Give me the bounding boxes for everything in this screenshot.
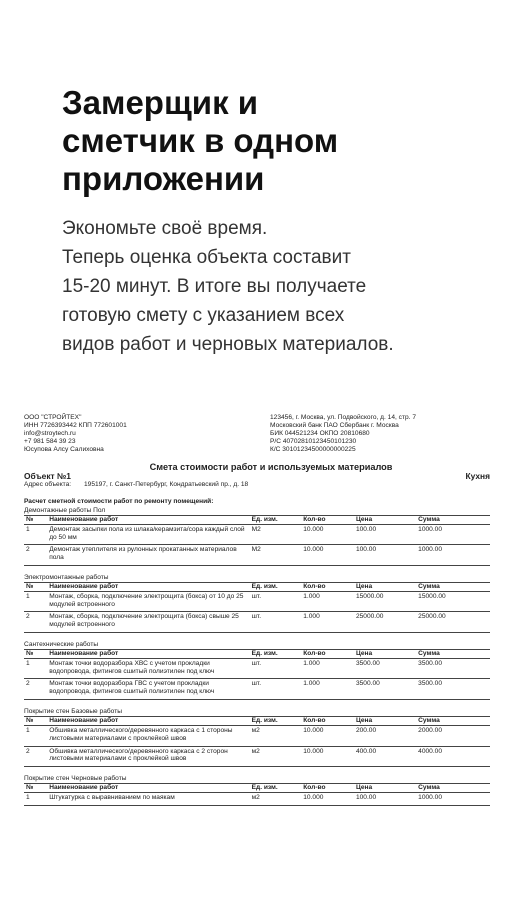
object-address	[24, 481, 490, 489]
header-unit: Ед. изм.	[250, 583, 302, 592]
cell-quantity: 10.000	[301, 524, 354, 545]
cell-unit: шт.	[250, 658, 302, 679]
header-sum: Сумма	[416, 784, 490, 793]
cell-work-name: Монтаж, сборка, подключение электрощита (бокса) от 10 до 25 модулей встроенного	[47, 591, 249, 612]
header-sum: Сумма	[416, 583, 490, 592]
cell-work-name: Монтаж точки водоразбора ХВС с учетом прокладки водопровода, фитингов сшитый полиэтилен под ключ	[47, 658, 249, 679]
cell-work-name: Монтаж, сборка, подключение электрощита (бокса) свыше 25 модулей встроенного	[47, 612, 249, 633]
cell-price: 200.00	[354, 725, 416, 746]
header-unit: Ед. изм.	[250, 784, 302, 793]
object-row	[24, 472, 490, 480]
cell-quantity: 10.000	[301, 793, 354, 806]
header-work-name: Наименование работ	[47, 650, 249, 659]
header-sum: Сумма	[416, 650, 490, 659]
estimate-sections	[24, 507, 490, 806]
table-header-row	[24, 583, 490, 592]
cell-price: 3500.00	[354, 679, 416, 700]
hero-subtitle-line: Теперь оценка объекта составит	[62, 247, 351, 268]
estimate-table	[24, 716, 490, 767]
header-quantity: Кол-во	[301, 583, 354, 592]
cell-unit: шт.	[250, 679, 302, 700]
cell-unit: м2	[250, 746, 302, 767]
estimate-table	[24, 582, 490, 633]
estimate-table	[24, 649, 490, 700]
address-label: Адрес объекта:	[24, 480, 72, 488]
hero-title	[62, 84, 482, 198]
header-unit: Ед. изм.	[250, 717, 302, 726]
cell-sum: 1000.00	[416, 793, 490, 806]
header-work-name: Наименование работ	[47, 717, 249, 726]
header-unit: Ед. изм.	[250, 515, 302, 524]
company-line: +7 981 584 39 23	[24, 438, 76, 446]
header-unit: Ед. изм.	[250, 650, 302, 659]
cell-work-name: Монтаж точки водоразбора ГВС с учетом прокладки водопровода, фитингов сшитый полиэтилен под ключ	[47, 679, 249, 700]
header-quantity: Кол-во	[301, 784, 354, 793]
company-line: БИК 044521234 ОКПО 20810680	[270, 430, 370, 438]
cell-sum: 1000.00	[416, 524, 490, 545]
company-line: Юсупова Алсу Салиховна	[24, 446, 104, 454]
cell-number: 1	[24, 658, 47, 679]
estimate-table	[24, 515, 490, 566]
header-number: №	[24, 583, 47, 592]
company-line: ООО "СТРОЙТЕХ"	[24, 414, 82, 421]
table-row	[24, 545, 490, 566]
hero-subtitle-line: видов работ и черновых материалов.	[62, 334, 394, 355]
cell-number: 2	[24, 545, 47, 566]
cell-sum: 1000.00	[416, 545, 490, 566]
cell-price: 400.00	[354, 746, 416, 767]
cell-work-name: Демонтаж засыпки пола из шлака/керамзита/сора каждый слой до 50 мм	[47, 524, 249, 545]
cell-work-name: Штукатурка с выравниванием по маякам	[47, 793, 249, 806]
hero-subtitle-line: Экономьте своё время.	[62, 218, 268, 239]
table-row	[24, 591, 490, 612]
table-header-row	[24, 650, 490, 659]
company-info-right	[270, 414, 475, 454]
header-number: №	[24, 515, 47, 524]
cell-unit: шт.	[250, 612, 302, 633]
header-quantity: Кол-во	[301, 515, 354, 524]
header-price: Цена	[354, 583, 416, 592]
cell-work-name: Обшивка металлического/деревянного каркаса с 1 стороны листовыми материалами с проклейкой швов	[47, 725, 249, 746]
cell-price: 100.00	[354, 545, 416, 566]
address-value: 195197, г. Санкт-Петербург, Кондратьевский пр., д. 18	[84, 480, 249, 488]
header-price: Цена	[354, 515, 416, 524]
room-name: Кухня	[465, 470, 490, 481]
cell-quantity: 10.000	[301, 545, 354, 566]
company-line: info@stroytech.ru	[24, 430, 76, 438]
table-row	[24, 658, 490, 679]
company-line: 123456, г. Москва, ул. Подвойского, д. 14, стр. 7	[270, 414, 416, 421]
cell-work-name: Демонтаж утеплителя из рулонных прокатанных материалов пола	[47, 545, 249, 566]
cell-unit: М2	[250, 524, 302, 545]
table-row	[24, 725, 490, 746]
header-number: №	[24, 650, 47, 659]
cell-unit: шт.	[250, 591, 302, 612]
hero-subtitle-line: 15-20 минут. В итоге вы получаете	[62, 276, 367, 297]
hero-subtitle	[62, 214, 482, 359]
company-line: К/С 30101234500000000225	[270, 446, 356, 454]
company-line: Московский банк ПАО Сбербанк г. Москва	[270, 422, 399, 430]
cell-number: 1	[24, 725, 47, 746]
header-quantity: Кол-во	[301, 717, 354, 726]
cell-unit: м2	[250, 725, 302, 746]
cell-sum: 3500.00	[416, 679, 490, 700]
company-line: Р/С 40702810123450101230	[270, 438, 357, 446]
hero-title-line: сметчик в одном	[62, 122, 339, 159]
cell-quantity: 1.000	[301, 679, 354, 700]
cell-price: 25000.00	[354, 612, 416, 633]
section-title: Сантехнические работы	[24, 641, 99, 648]
cell-sum: 3500.00	[416, 658, 490, 679]
table-header-row	[24, 515, 490, 524]
document-title: Смета стоимости работ и используемых материалов	[149, 462, 393, 473]
hero-title-line: Замерщик и	[62, 84, 259, 121]
cell-work-name: Обшивка металлического/деревянного каркаса с 2 сторон листовыми материалами с проклейкой швов	[47, 746, 249, 767]
header-sum: Сумма	[416, 515, 490, 524]
header-sum: Сумма	[416, 717, 490, 726]
cell-quantity: 10.000	[301, 725, 354, 746]
header-work-name: Наименование работ	[47, 583, 249, 592]
cell-number: 2	[24, 746, 47, 767]
cell-number: 1	[24, 793, 47, 806]
cell-sum: 25000.00	[416, 612, 490, 633]
header-work-name: Наименование работ	[47, 784, 249, 793]
header-work-name: Наименование работ	[47, 515, 249, 524]
header-price: Цена	[354, 717, 416, 726]
hero	[62, 84, 482, 359]
cell-number: 2	[24, 612, 47, 633]
document-requisites	[24, 414, 490, 454]
company-line: ИНН 7726393442 КПП 772601001	[24, 422, 127, 430]
cell-quantity: 1.000	[301, 591, 354, 612]
cell-quantity: 1.000	[301, 658, 354, 679]
table-row	[24, 612, 490, 633]
table-row	[24, 679, 490, 700]
cell-quantity: 1.000	[301, 612, 354, 633]
table-row	[24, 746, 490, 767]
cell-unit: м2	[250, 793, 302, 806]
company-info-left	[24, 414, 224, 454]
table-row	[24, 793, 490, 806]
cell-sum: 2000.00	[416, 725, 490, 746]
table-row	[24, 524, 490, 545]
calc-title: Расчет сметной стоимости работ по ремонту помещений:	[24, 497, 214, 505]
cell-number: 2	[24, 679, 47, 700]
cell-price: 15000.00	[354, 591, 416, 612]
hero-title-line: приложении	[62, 160, 265, 197]
cell-unit: М2	[250, 545, 302, 566]
hero-subtitle-line: готовую смету с указанием всех	[62, 305, 345, 326]
header-number: №	[24, 717, 47, 726]
header-price: Цена	[354, 784, 416, 793]
cell-price: 3500.00	[354, 658, 416, 679]
cell-quantity: 10.000	[301, 746, 354, 767]
table-header-row	[24, 784, 490, 793]
header-number: №	[24, 784, 47, 793]
cell-sum: 4000.00	[416, 746, 490, 767]
cell-price: 100.00	[354, 793, 416, 806]
header-quantity: Кол-во	[301, 650, 354, 659]
section-title: Покрытие стен Черновые работы	[24, 775, 127, 783]
section-title: Электромонтажные работы	[24, 573, 109, 581]
cell-number: 1	[24, 524, 47, 545]
object-name: Объект №1	[24, 470, 71, 481]
cell-number: 1	[24, 591, 47, 612]
table-header-row	[24, 717, 490, 726]
estimate-table	[24, 783, 490, 806]
header-price: Цена	[354, 650, 416, 659]
cell-price: 100.00	[354, 524, 416, 545]
cell-sum: 15000.00	[416, 591, 490, 612]
section-title: Демонтажные работы Пол	[24, 506, 106, 514]
estimate-document	[24, 414, 490, 806]
section-title: Покрытие стен Базовые работы	[24, 708, 122, 716]
